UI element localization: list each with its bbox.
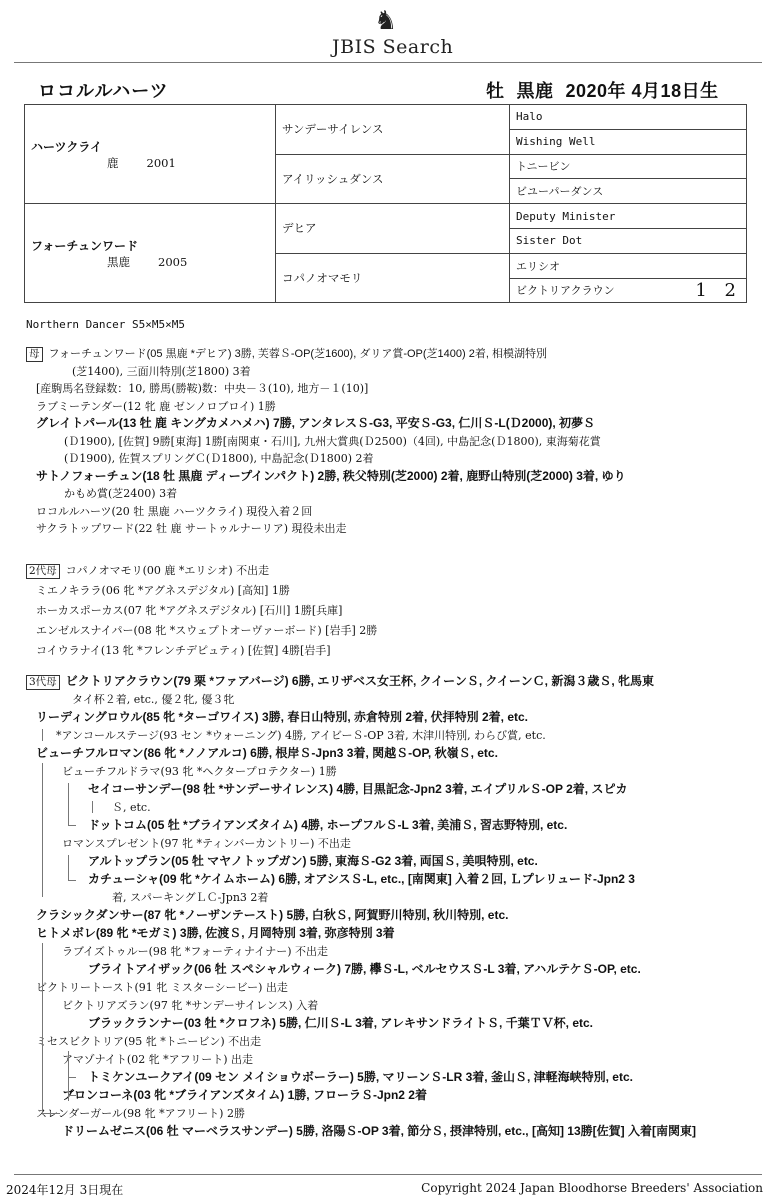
dam-line: サトノフォーチュン(18 牡 黒鹿 ディープインパクト) 2勝, 秩父特別(芝2000) 2着, 鹿野山特別(芝2000) 3着, ゆり — [36, 468, 626, 483]
horse-name: ロコルルハーツ — [38, 81, 169, 101]
tree-connector — [42, 943, 43, 1113]
third-dam-line: ミセスビクトリア(95 牝 *トニービン) 不出走 — [36, 1035, 262, 1048]
granddam-line: ミエノキララ(06 牝 *アグネスデジタル) [高知] 1勝 — [36, 584, 290, 597]
third-dam-line: アマゾナイト(02 牝 *アフリート) 出走 — [62, 1053, 254, 1066]
dam-line: グレイトパール(13 牡 鹿 キングカメハメハ) 7勝, アンタレスＳ-G3, 平安Ｓ-G3, 仁川Ｓ-L(Ｄ2000), 初夢Ｓ — [36, 416, 596, 430]
tree-connector — [92, 801, 93, 813]
third-dam-line: ビューチフルドラマ(93 牝 *ヘクタープロテクター) 1勝 — [62, 765, 337, 778]
pedigree-dam-cell — [25, 204, 276, 303]
third-dam-line: *アンコールステージ(93 セン *ウォーニング) 4勝, アイビーＳ-OP 3着, 木津川特別, わらび賞, etc. — [56, 729, 546, 742]
third-dam-line: トミケンユークアイ(09 セン メイショウボーラー) 5勝, マリーンＳ-LR 3着, 釜山Ｓ, 津軽海峡特別, etc. — [88, 1070, 633, 1084]
pedigree-gen3-1[interactable]: Wishing Well — [510, 129, 747, 154]
third-dam-line: アルトップラン(05 牡 マヤノトップガン) 5勝, 東海Ｓ-G2 3着, 両国Ｓ, 美唄特別, etc. — [88, 854, 538, 868]
pedigree-sire-cell — [25, 105, 276, 204]
third-dam-section-label: 3代母 — [26, 675, 60, 690]
dam-color: 黒鹿 — [107, 254, 130, 269]
third-dam-line: ヒトメボレ(89 牝 *モガミ) 3勝, 佐渡Ｓ, 月岡特別 3着, 弥彦特別 3着 — [36, 926, 395, 940]
horse-birth: 2020年 4月18日生 — [565, 81, 719, 101]
third-dam-line: ドットコム(05 牡 *ブライアンズタイム) 4勝, ホープフルＳ-L 3着, 美浦Ｓ, 習志野特別, etc. — [88, 818, 568, 832]
footer-divider — [14, 1174, 762, 1175]
third-dam-line: 着, スパーキングＬＣ-Jpn3 2着 — [112, 891, 269, 904]
granddam-line: コイウラナイ(13 牝 *フレンチデピュティ) [佐賀] 4勝[岩手] — [36, 644, 331, 657]
third-dam-line: カチューシャ(09 牝 *ケイムホーム) 6勝, オアシスＳ-L, etc., [南関東] 入着２回, Ｌプレリュード-Jpn2 3 — [88, 872, 635, 886]
third-dam-line: クラシックダンサー(87 牝 *ノーザンテースト) 5勝, 白秋Ｓ, 阿賀野川特別, 秋川特別, etc. — [36, 908, 509, 922]
third-dam-line: ブラックランナー(03 牡 *クロフネ) 5勝, 仁川Ｓ-L 3着, アレキサンドライトＳ, 千葉ＴＶ杯, etc. — [88, 1016, 593, 1030]
dam-section-label: 母 — [26, 347, 43, 362]
pedigree-gen3-7-name[interactable]: ビクトリアクラウン — [516, 284, 615, 298]
tree-connector — [42, 1113, 60, 1114]
dam-line: フォーチュンワード(05 黒鹿 *デヒア) 3勝, 芙蓉Ｓ-OP(芝1600), ダリア賞-OP(芝1400) 2着, 相模湖特別 — [48, 348, 547, 360]
pedigree-gen3-3[interactable]: ビユーパーダンス — [510, 179, 747, 204]
third-dam-line: Ｓ, etc. — [112, 801, 151, 814]
tree-connector — [68, 1095, 76, 1096]
granddam-line: エンゼルスナイパー(08 牝 *スウェプトオーヴァーボード) [岩手] 2勝 — [36, 624, 378, 637]
third-dam-line: ビクトリアズラン(97 牝 *サンデーサイレンス) 入着 — [62, 999, 319, 1012]
pedigree-gen3-5[interactable]: Sister Dot — [510, 228, 747, 253]
as-of-date: 2024年12月 3日現在 — [6, 1183, 124, 1197]
third-dam-line: スレンダーガール(98 牝 *アフリート) 2勝 — [36, 1107, 245, 1120]
dam-line: ラブミーテンダー(12 牝 鹿 ゼンノロブロイ) 1勝 — [36, 399, 276, 413]
third-dam-line: ブライトアイザック(06 牡 スペシャルウィーク) 7勝, 欅Ｓ-L, ベルセウスＳ-L 3着, アハルテケＳ-OP, etc. — [88, 962, 641, 976]
header-divider — [14, 62, 762, 63]
tree-connector — [68, 783, 69, 825]
pedigree-gen2-2[interactable]: デヒア — [276, 204, 510, 254]
dam-line: かもめ賞(芝2400) 3着 — [64, 487, 178, 500]
pedigree-gen3-0[interactable]: Halo — [510, 105, 747, 130]
third-dam-line: ビクトリアクラウン(79 栗 *ファアバージ) 6勝, エリザベス女王杯, クイーンＳ, クイーンＣ, 新潟３歳Ｓ, 牝馬東 — [65, 674, 654, 688]
sire-year: 2001 — [146, 155, 176, 170]
granddam-line: ホーカスポーカス(07 牝 *アグネスデジタル) [石川] 1勝[兵庫] — [36, 604, 343, 617]
pedigree-gen2-3[interactable]: コパノオマモリ — [276, 253, 510, 303]
dam-name[interactable]: フォーチュンワード — [31, 238, 139, 253]
sire-color: 鹿 — [107, 155, 119, 170]
tree-connector — [68, 880, 76, 881]
dam-line: (芝1400), 三面川特別(芝1800) 3着 — [72, 364, 251, 378]
tree-connector — [42, 763, 43, 897]
pedigree-gen2-0[interactable]: サンデーサイレンス — [276, 105, 510, 155]
horse-logo-icon: ♞ — [374, 6, 398, 36]
third-dam-line: ラブイズトゥルー(98 牝 *フォーティナイナー) 不出走 — [62, 945, 328, 958]
family-number: 1 2 — [695, 279, 742, 301]
horse-color: 黒鹿 — [516, 81, 554, 101]
tree-connector — [68, 1077, 76, 1078]
third-dam-line: ビューチフルロマン(86 牝 *ノノアルコ) 6勝, 根岸Ｓ-Jpn3 3着, 関越Ｓ-OP, 秋嶺Ｓ, etc. — [36, 746, 498, 760]
jbis-search-logo[interactable] — [330, 8, 470, 56]
pedigree-gen3-4[interactable]: Deputy Minister — [510, 204, 747, 229]
inbreeding-note: Northern Dancer S5×M5×M5 — [26, 318, 185, 331]
tree-connector — [68, 1051, 69, 1101]
dam-line: (Ｄ1900), 佐賀スプリングＣ(Ｄ1800), 中島記念(Ｄ1800) 2着 — [64, 452, 374, 465]
pedigree-gen3-6[interactable]: エリシオ — [510, 253, 747, 278]
horse-info — [486, 77, 719, 103]
dam-year: 2005 — [158, 254, 188, 269]
granddam-line: コパノオマモリ(00 鹿 *エリシオ) 不出走 — [65, 564, 270, 577]
tree-connector — [42, 729, 43, 741]
tree-connector — [68, 855, 69, 881]
third-dam-line: ドリームゼニス(06 牡 マーベラスサンデー) 5勝, 洛陽Ｓ-OP 3着, 節分Ｓ, 摂津特別, etc., [高知] 13勝[佐賀] 入着[南関東] — [62, 1124, 696, 1138]
pedigree-gen3-2[interactable]: トニービン — [510, 154, 747, 179]
granddam-section-label: 2代母 — [26, 564, 60, 579]
dam-line: ロコルルハーツ(20 牡 黒鹿 ハーツクライ) 現役入着２回 — [36, 504, 313, 518]
dam-line: サクラトップワード(22 牡 鹿 サートゥルナーリア) 現役未出走 — [36, 522, 347, 535]
tree-connector — [68, 825, 76, 826]
third-dam-line: リーディングロウル(85 牝 *ターゴワイス) 3勝, 春日山特別, 赤倉特別 2着, 伏拝特別 2着, etc. — [36, 710, 529, 724]
logo-wordmark: JBIS Search — [332, 36, 454, 58]
third-dam-line: ビクトリートースト(91 牝 ミスターシービー) 出走 — [36, 981, 288, 994]
third-dam-line: セイコーサンデー(98 牡 *サンデーサイレンス) 4勝, 目黒記念-Jpn2 3着, エイプリルＳ-OP 2着, スピカ — [88, 782, 628, 796]
copyright: Copyright 2024 Japan Bloodhorse Breeders' Association — [421, 1181, 763, 1195]
dam-line: (Ｄ1900), [佐賀] 9勝[東海] 1勝[南関東・石川], 九州大賞典(Ｄ2500)（4回), 中島記念(Ｄ1800), 東海菊花賞 — [64, 434, 601, 448]
pedigree-gen2-1[interactable]: アイリッシュダンス — [276, 154, 510, 204]
third-dam-line: ロマンスプレゼント(97 牝 *ティンバーカントリー) 不出走 — [62, 837, 351, 850]
third-dam-line: ブロンコーネ(03 牝 *ブライアンズタイム) 1勝, フローラＳ-Jpn2 2着 — [62, 1088, 427, 1102]
sire-name[interactable]: ハーツクライ — [31, 139, 103, 154]
pedigree-gen3-7 — [510, 278, 747, 303]
horse-sex: 牡 — [486, 81, 505, 101]
dam-line: [産駒馬名登録数：10, 勝馬(勝鞍)数：中央－３(10), 地方－１(10)] — [36, 382, 369, 395]
pedigree-table — [24, 104, 747, 303]
third-dam-line: タイ杯２着, etc., 優２牝, 優３牝 — [72, 693, 235, 706]
